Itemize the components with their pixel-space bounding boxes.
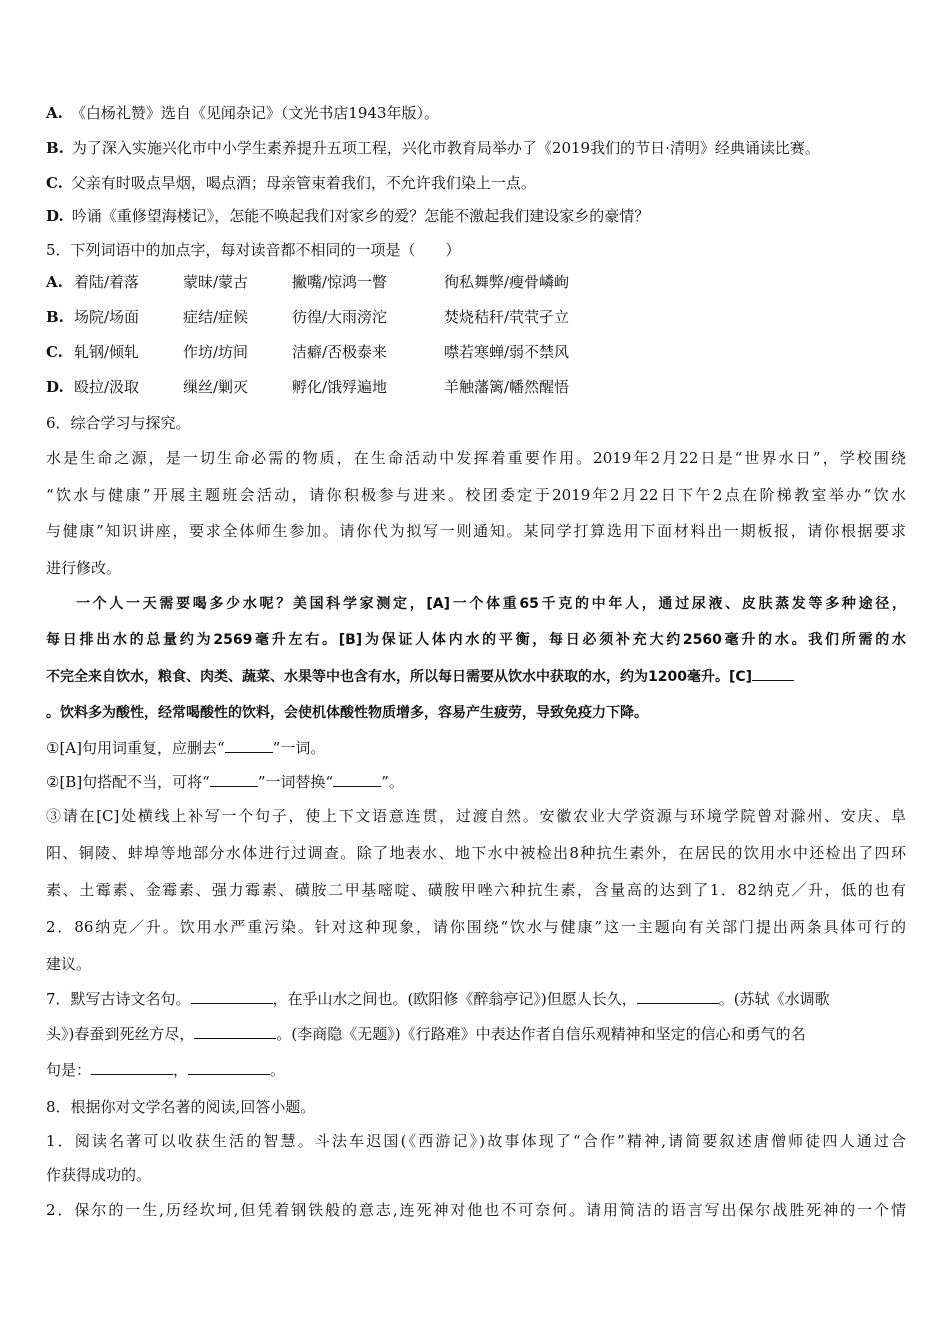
blank-line: [333, 772, 381, 787]
q6-subquestion-2: ②[B]句搭配不当，可将“ ”一词替换“ ”。: [46, 773, 404, 791]
q6-stem: 6．综合学习与探究。: [46, 414, 191, 432]
q6-intro-line: 进行修改。: [46, 559, 122, 577]
q6-passage-line: 一个人一天需要喝多少水呢？美国科学家测定，[A]一个体重65千克的中年人，通过尿液、皮肤蒸发等多种途径，: [76, 596, 906, 612]
q6-subquestion-3-line: ③请在[C]处横线上补写一个句子，使上下文语意连贯，过渡自然。安徽农业大学资源与环境学院曾对滁州、安庆、阜: [46, 807, 906, 825]
q4-option-d: D. 吟诵《重修望海楼记》，怎能不唤起我们对家乡的爱？怎能不激起我们建设家乡的豪情？: [46, 207, 650, 225]
blank-line: [194, 1024, 276, 1039]
blank-line: [191, 989, 273, 1004]
q6-passage-line: 不完全来自饮水，粮食、肉类、蔬菜、水果等中也含有水，所以每日需要从饮水中获取的水，约为1200毫升。[C]: [46, 666, 906, 687]
q6-passage-line: 每日排出水的总量约为2569毫升左右。[B]为保证人体内水的平衡，每日必须补充大约2560毫升的水。我们所需的水: [46, 632, 906, 648]
q8-part-1-line: 1．阅读名著可以收获生活的智慧。斗法车迟国(《西游记》)故事体现了“合作”精神,请简要叙述唐僧师徒四人通过合: [46, 1132, 906, 1150]
q5-option-d: D. 殴拉/汲取 缫丝/剿灭 孵化/饿殍遍地 羊触藩篱/幡然醒悟: [46, 378, 570, 396]
q7-line-1: 7．默写古诗文名句。 ，在乎山水之间也。(欧阳修《醉翁亭记》)但愿人长久， 。(苏轼《水调歌: [46, 990, 830, 1008]
blank-line: [637, 989, 719, 1004]
q6-intro-line: “饮水与健康”开展主题班会活动，请你积极参与进来。校团委定于2019年2月22日下午2点在阶梯教室举办“饮水: [46, 486, 906, 504]
q8-stem: 8．根据你对文学名著的阅读,回答小题。: [46, 1098, 316, 1116]
q6-passage-line: 。饮料多为酸性，经常喝酸性的饮料，会使机体酸性物质增多，容易产生疲劳，导致免疫力下降。: [46, 705, 648, 721]
q6-subquestion-3-line: 素、土霉素、金霉素、强力霉素、磺胺二甲基嘧啶、磺胺甲唑六种抗生素，含量高的达到了1．82纳克／升，低的也有: [46, 881, 906, 899]
blank-line: [225, 738, 273, 753]
q7-line-2: 头》)春蚕到死丝方尽， 。(李商隐《无题》)《行路难》中表达作者自信乐观精神和坚定的信心和勇气的名: [46, 1025, 806, 1043]
blank-line: [210, 772, 258, 787]
q6-subquestion-3-line: 阳、铜陵、蚌埠等地部分水体进行过调查。除了地表水、地下水中被检出8种抗生素外，在居民的饮用水中还检出了四环: [46, 844, 906, 862]
q8-part-2-line: 2．保尔的一生,历经坎坷,但凭着钢铁般的意志,连死神对他也不可奈何。请用简洁的语言写出保尔战胜死神的一个情: [46, 1201, 906, 1219]
blank-line: [188, 1060, 270, 1075]
q5-option-a: A. 着陆/着落 蒙昧/蒙古 撇嘴/惊鸿一瞥 徇私舞弊/瘦骨嶙峋: [46, 273, 570, 291]
q6-subquestion-3-line: 2．86纳克／升。饮用水严重污染。针对这种现象，请你围绕“饮水与健康”这一主题向有关部门提出两条具体可行的: [46, 918, 906, 936]
q5-option-b: B. 场院/场面 症结/症候 彷徨/大雨滂沱 焚烧秸秆/茕茕孑立: [46, 308, 570, 326]
q7-line-3: 句是： ， 。: [46, 1061, 286, 1079]
blank-line: [91, 1060, 173, 1075]
blank-line: [752, 666, 794, 681]
q8-part-1-line: 作获得成功的。: [46, 1166, 152, 1184]
q5-option-c: C. 轧钢/倾轧 作坊/坊间 洁癖/否极泰来 噤若寒蝉/弱不禁风: [46, 343, 570, 361]
q4-option-b: B. 为了深入实施兴化市中小学生素养提升五项工程，兴化市教育局举办了《2019我们的节日·清明》经典诵读比赛。: [46, 139, 820, 157]
q4-option-c: C. 父亲有时吸点旱烟，喝点酒；母亲管束着我们，不允许我们染上一点。: [46, 174, 536, 192]
q6-intro-line: 水是生命之源，是一切生命必需的物质，在生命活动中发挥着重要作用。2019年2月22日是“世界水日”，学校围绕: [46, 449, 906, 467]
q4-option-a: A. 《白杨礼赞》选自《见闻杂记》（文光书店1943年版）。: [46, 104, 440, 122]
q6-intro-line: 与健康”知识讲座，要求全体师生参加。请你代为拟写一则通知。某同学打算选用下面材料出一期板报，请你根据要求: [46, 522, 906, 540]
q6-subquestion-1: ①[A]句用词重复，应删去“ ”一词。: [46, 739, 326, 757]
q6-subquestion-3-line: 建议。: [46, 955, 92, 973]
q5-stem: 5．下列词语中的加点字，每对读音都不相同的一项是（ ）: [46, 241, 461, 259]
